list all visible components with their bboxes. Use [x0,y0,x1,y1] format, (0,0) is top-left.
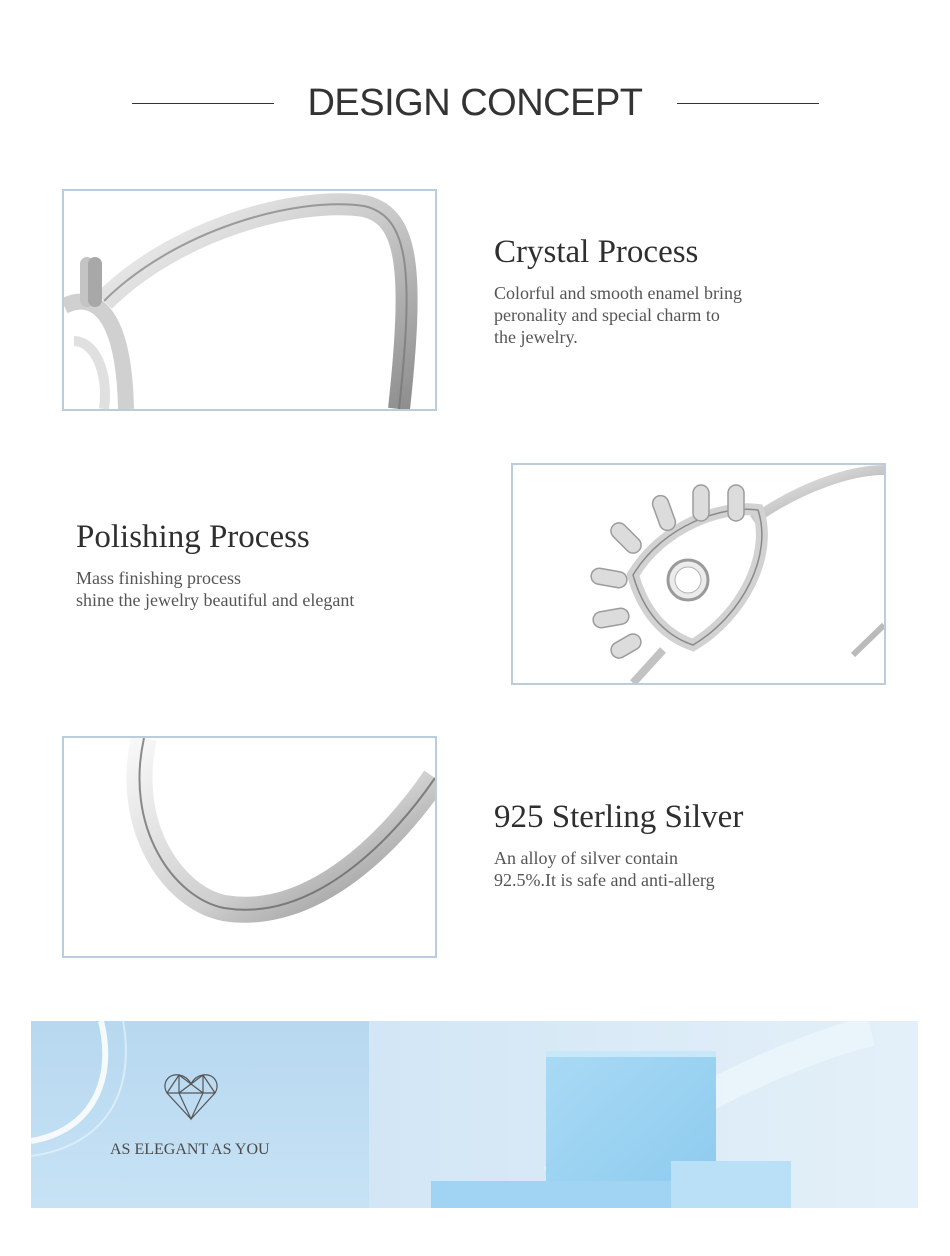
feature-crystal-process [494,232,742,348]
section-header [0,80,950,130]
heart-gem-icon [163,1071,219,1128]
ring-detail-photo-1 [62,189,437,411]
ring-detail-photo-2 [511,463,886,685]
feature-description: An alloy of silver contain 92.5%.It is safe and anti-allerg [494,848,715,890]
feature-title: 925 Sterling Silver [494,799,744,835]
ring-detail-photo-3 [62,736,437,958]
feature-polishing-process [76,517,354,611]
header-rule-right [677,103,819,104]
feature-description: Mass finishing process shine the jewelry beautiful and elegant [76,568,355,610]
page-title: DESIGN CONCEPT [307,82,643,124]
feature-description: Colorful and smooth enamel bring peronality and special charm to the jewelry. [494,283,742,347]
feature-sterling-silver [494,797,743,891]
brand-tagline: AS ELEGANT AS YOU [110,1141,270,1158]
feature-title: Crystal Process [494,234,699,270]
feature-title: Polishing Process [76,519,310,555]
